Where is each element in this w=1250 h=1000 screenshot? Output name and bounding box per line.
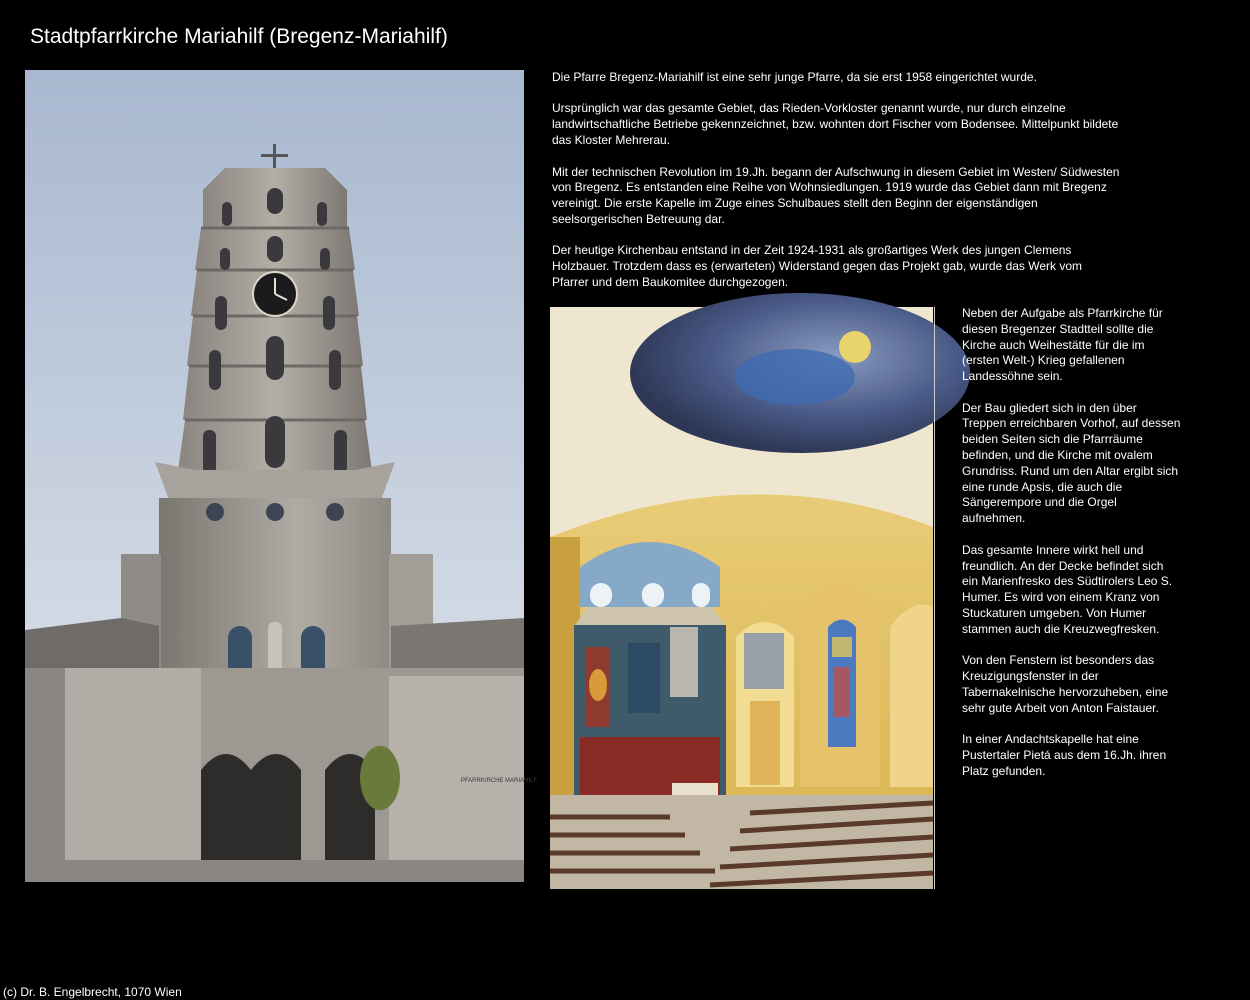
side-paragraph: Das gesamte Innere wirkt hell und freundlich. An der Decke befindet sich ein Marienfresko des Südtirolers Leo S. Humer. Es wird von einem Kranz von Stuckaturen umgeben. Von Humer stammen auch die Kreuzwegfresken. [962, 542, 1173, 636]
side-paragraph: In einer Andachtskapelle hat eine Pustertaler Pietá aus dem 16.Jh. ihren Platz gefunden. [962, 732, 1167, 778]
intro-text [552, 70, 1122, 307]
side-text [962, 306, 1182, 795]
intro-paragraph: Die Pfarre Bregenz-Mariahilf ist eine sehr junge Pfarre, da sie erst 1958 eingerichtet wurde. [552, 70, 1037, 84]
page-title: Stadtpfarrkirche Mariahilf (Bregenz-Mariahilf) [30, 25, 448, 48]
intro-paragraph: Mit der technischen Revolution im 19.Jh. begann der Aufschwung in diesem Gebiet im Westen/ Südwesten von Bregenz. Es entstanden eine Reihe von Wohnsiedlungen. 1919 wurde das Gebiet dann mit Bregenz vereinigt. Die erste Kapelle im Zuge eines Schulbaues stellt den Beginn der eigenständigen seelsorgerischen Betreuung dar. [552, 164, 1120, 226]
church-interior-photo [550, 307, 933, 889]
photo-divider-line [934, 307, 935, 889]
copyright-notice: (c) Dr. B. Engelbrecht, 1070 Wien [3, 985, 182, 999]
side-paragraph: Von den Fenstern ist besonders das Kreuzigungsfenster in der Tabernakelnische hervorzuheben, eine sehr gute Arbeit von Anton Faistauer. [962, 653, 1169, 715]
intro-paragraph: Der heutige Kirchenbau entstand in der Zeit 1924-1931 als großartiges Werk des jungen Clemens Holzbauer. Trotzdem dass es (erwarteten) Widerstand gegen das Projekt gab, wurde das Werk vom Pfarrer und dem Baukomitee durchgezogen. [552, 243, 1083, 290]
church-tower-photo [25, 70, 538, 882]
church-name-sign: PFARRKIRCHE MARIAHILF [460, 778, 538, 784]
side-paragraph: Der Bau gliedert sich in den über Treppen erreichbaren Vorhof, auf dessen beiden Seiten sich die Pfarrräume befinden, und die Kirche mit ovalem Grundriss. Rund um den Altar ergibt sich eine runde Apsis, die auch die Sängerempore und die Orgel aufnehmen. [962, 400, 1181, 526]
intro-paragraph: Ursprünglich war das gesamte Gebiet, das Rieden-Vorkloster genannt wurde, nur durch einzelne landwirtschaftliche Betriebe gekennzeichnet, bzw. wohnten dort Fischer vom Bodensee. Mittelpunkt bildete das Kloster Mehrerau. [552, 101, 1119, 148]
side-paragraph: Neben der Aufgabe als Pfarrkirche für diesen Bregenzer Stadtteil sollte die Kirche auch Weihestätte für die im (ersten Welt-) Krieg gefallenen Landessöhne sein. [962, 306, 1163, 384]
